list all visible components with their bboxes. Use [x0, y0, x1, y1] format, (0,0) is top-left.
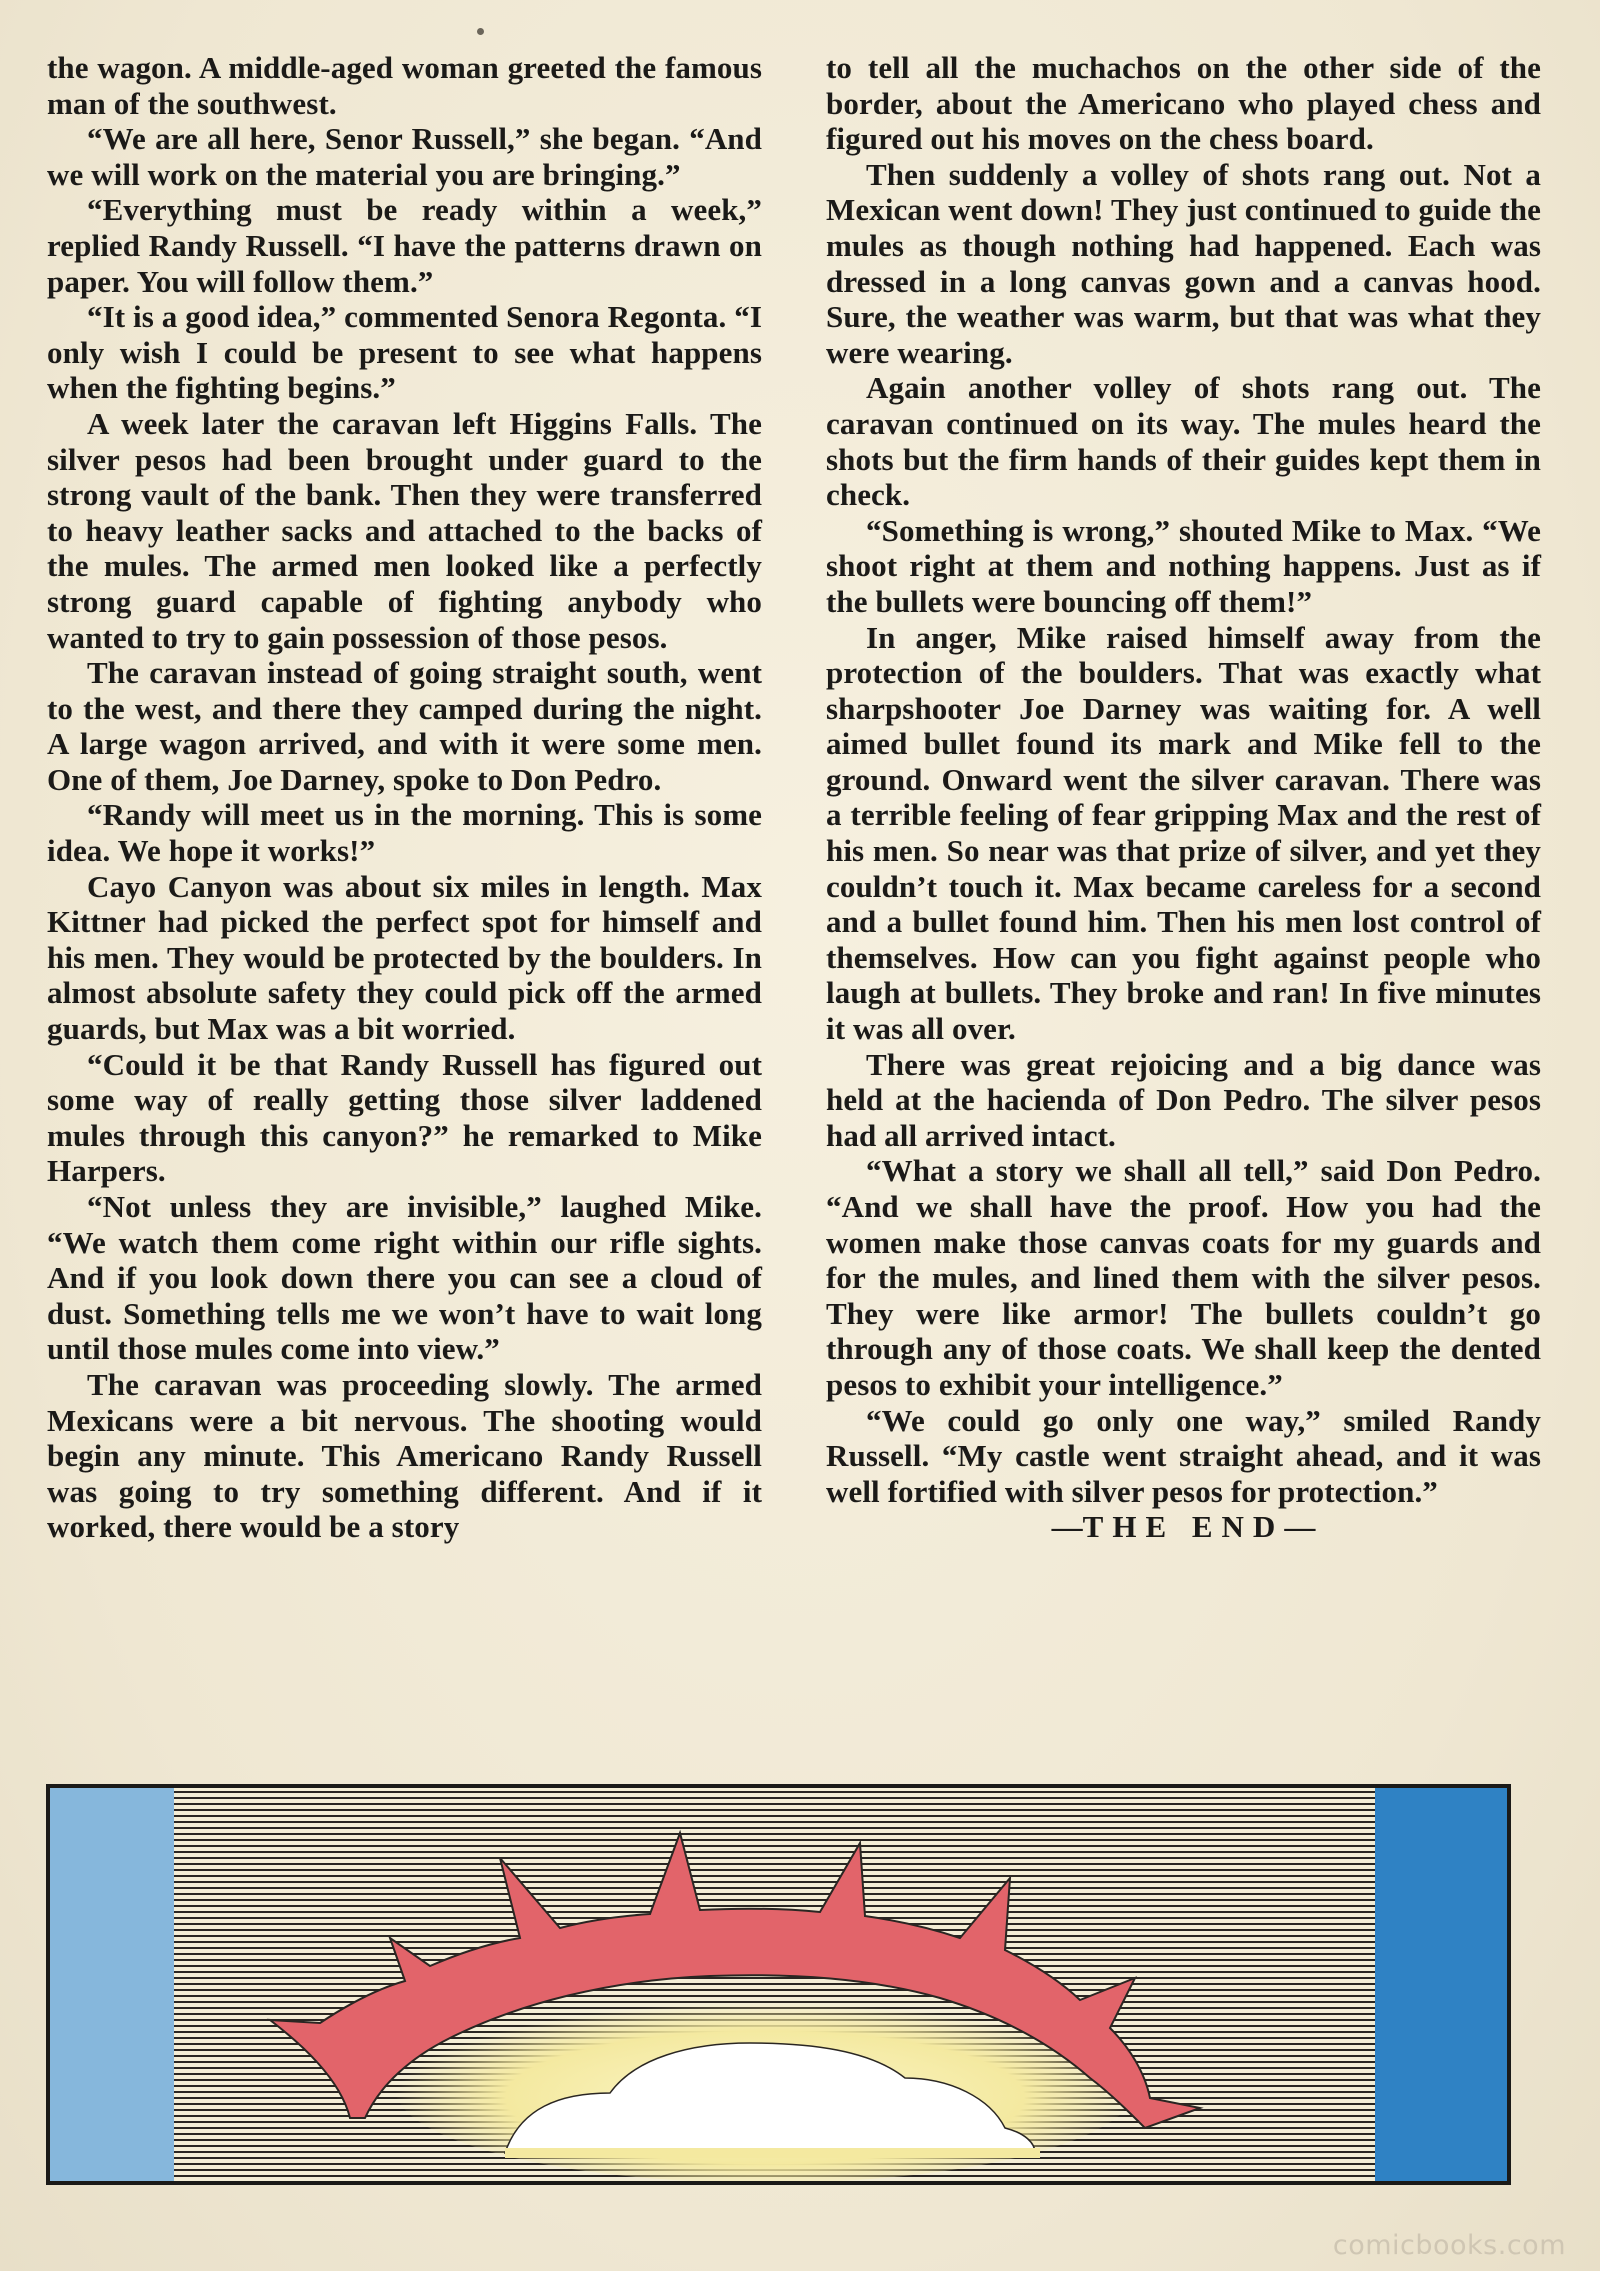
print-speck — [477, 28, 484, 35]
story-paragraph: “We are all here, Senor Russell,” she began. “And we will work on the material you are bringing.” — [47, 121, 762, 192]
story-paragraph: “What a story we shall all tell,” said Don Pedro. “And we shall have the proof. How you had the women make those canvas coats for my guards and for the mules, and lined them with the silver pesos. They were like armor! The bullets couldn’t go through any of those coats. We shall keep the dented pesos to exhibit your intelligence.” — [826, 1153, 1541, 1402]
story-paragraph: Cayo Canyon was about six miles in length. Max Kittner had picked the perfect spot for himself and his men. They would be protected by the boulders. In almost absolute safety they could pick off the armed guards, but Max was a bit worried. — [47, 868, 762, 1047]
story-paragraph: Again another volley of shots rang out. The caravan continued on its way. The mules heard the shots but the firm hands of their guides kept them in check. — [826, 370, 1541, 513]
right-blue-band — [1375, 1788, 1507, 2181]
story-paragraph: There was great rejoicing and a big dance was held at the hacienda of Don Pedro. The silver pesos had all arrived intact. — [826, 1046, 1541, 1153]
horizon-glow — [505, 2148, 1040, 2158]
story-paragraph: The caravan was proceeding slowly. The armed Mexicans were a bit nervous. The shooting would begin any minute. This Americano Randy Russell was going to try something different. And if it worked, there would be a story — [47, 1366, 762, 1545]
story-paragraph: A week later the caravan left Higgins Falls. The silver pesos had been brought under guard to the strong vault of the bank. Then they were transferred to heavy leather sacks and attached to the backs of the mules. The armed men looked like a perfectly strong guard capable of fighting anybody who wanted to try to gain possession of those pesos. — [47, 405, 762, 655]
watermark-text: comicbooks.com — [1332, 2230, 1566, 2261]
story-paragraph: The caravan instead of going straight south, went to the west, and there they camped during the night. A large wagon arrived, and with it were some men. One of them, Joe Darney, spoke to Don Pedro. — [47, 655, 762, 797]
story-paragraph: “Not unless they are invisible,” laughed Mike. “We watch them come right within our rifle sights. And if you look down there you can see a cloud of dust. Something tells me we won’t have to wait long until those mules come into view.” — [47, 1189, 762, 1367]
story-paragraph: the wagon. A middle-aged woman greeted the famous man of the southwest. — [47, 50, 762, 121]
story-paragraph: “Something is wrong,” shouted Mike to Max. “We shoot right at them and nothing happens. Just as if the bullets were bouncing off them!” — [826, 512, 1541, 619]
story-paragraph: In anger, Mike raised himself away from the protection of the boulders. That was exactly what sharpshooter Joe Darney was waiting for. A well aimed bullet found its mark and Mike fell to the ground. Onward went the silver caravan. There was a terrible feeling of fear gripping Max and the rest of his men. So near was that prize of silver, and yet they couldn’t touch it. Max became careless for a second and a bullet found him. Then his men lost control of themselves. How can you fight against people who laugh at bullets. They broke and ran! In five minutes it was all over. — [826, 619, 1541, 1047]
story-paragraph: “Could it be that Randy Russell has figured out some way of really getting those silver laddened mules through this canyon?” he remarked to Mike Harpers. — [47, 1046, 762, 1189]
story-paragraph: Then suddenly a volley of shots rang out. Not a Mexican went down! They just continued to guide the mules as though nothing had happened. Each was dressed in a long canvas gown and a canvas hood. Sure, the weather was warm, but that was what they were wearing. — [826, 156, 1541, 370]
right-text-column — [826, 50, 1541, 1545]
story-paragraph: “Everything must be ready within a week,” replied Randy Russell. “I have the patterns drawn on paper. You will follow them.” — [47, 192, 762, 299]
story-paragraph: to tell all the muchachos on the other side of the border, about the Americano who played chess and figured out his moves on the chess board. — [826, 50, 1541, 157]
story-paragraph: “Randy will meet us in the morning. This is some idea. We hope it works!” — [47, 797, 762, 869]
sunset-art — [50, 1788, 1507, 2181]
sunset-illustration — [46, 1784, 1511, 2185]
the-end-label: —THE END— — [1051, 1509, 1316, 1545]
left-text-column — [47, 50, 762, 1545]
story-paragraph: “We could go only one way,” smiled Randy Russell. “My castle went straight ahead, and it was well fortified with silver pesos for protection.” — [826, 1402, 1541, 1509]
left-blue-band — [50, 1788, 174, 2181]
story-paragraph: “It is a good idea,” commented Senora Regonta. “I only wish I could be present to see what happens when the fighting begins.” — [47, 299, 762, 406]
the-end-text: THE END — [1082, 1509, 1285, 1545]
